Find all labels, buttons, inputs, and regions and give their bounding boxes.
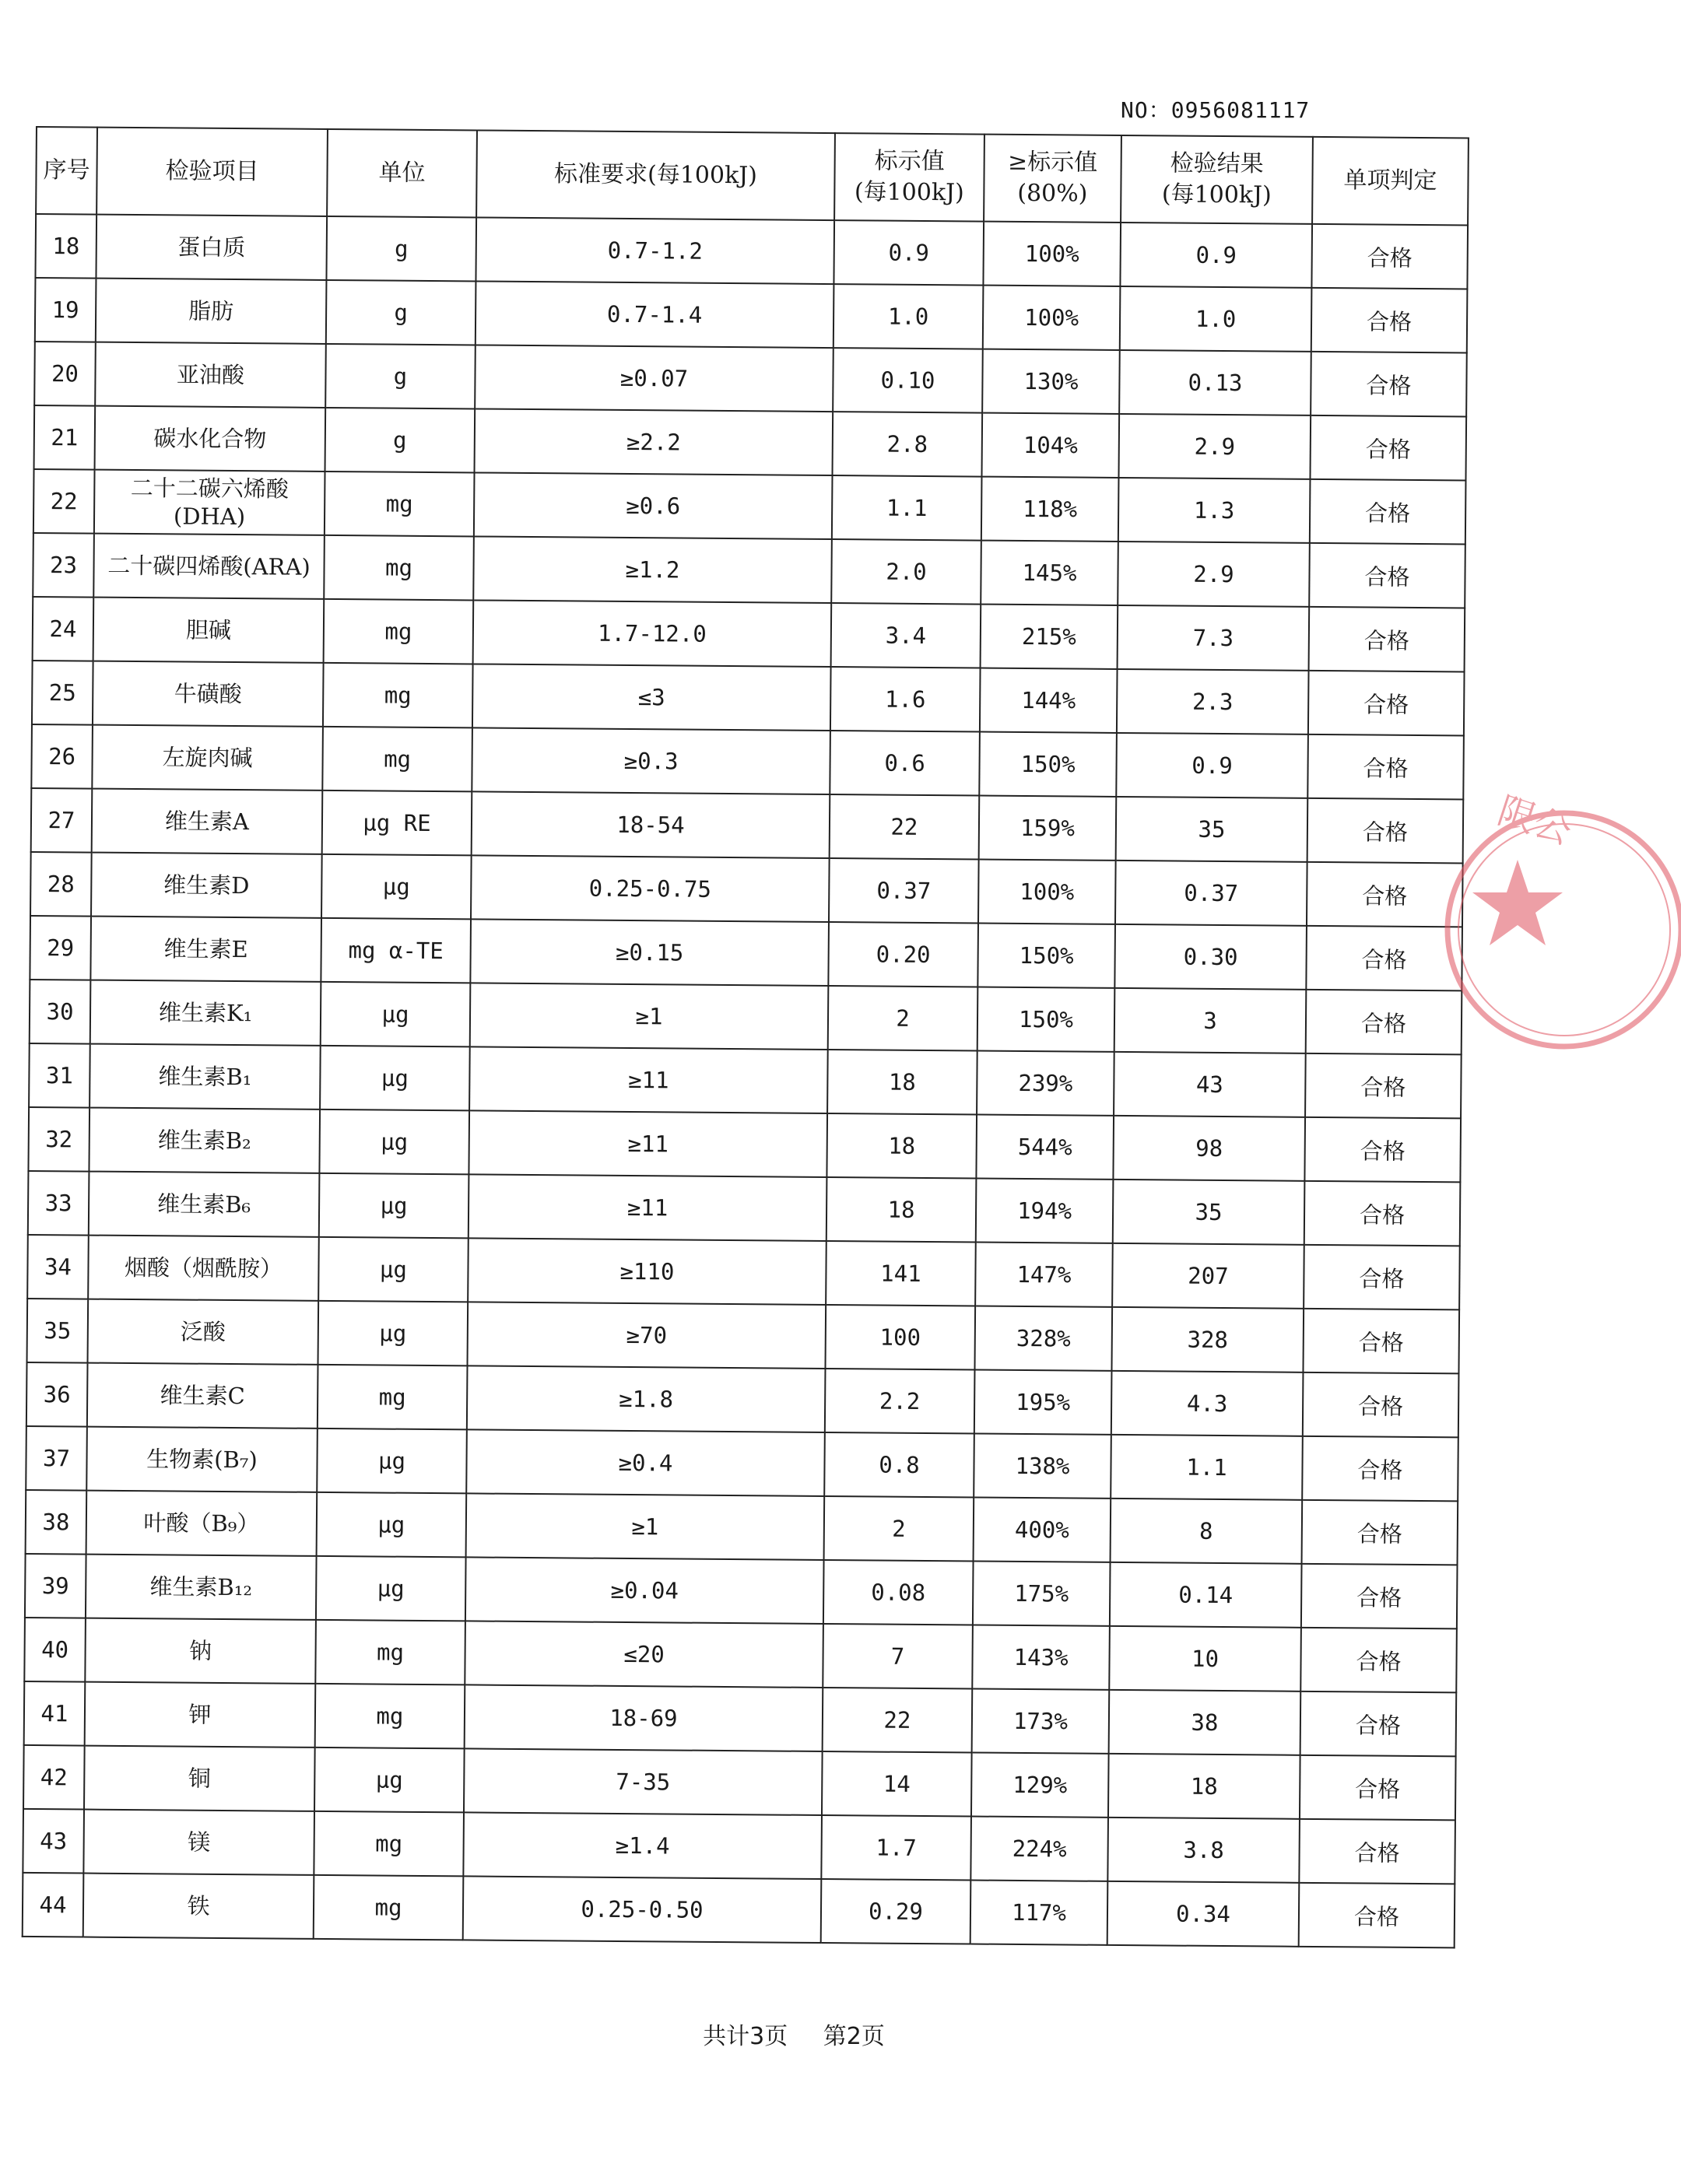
- inspection-results-table: [22, 126, 1469, 1948]
- cell-verdict: 合格: [1310, 415, 1466, 481]
- cell-unit: mg: [324, 599, 474, 664]
- cell-result: 0.34: [1107, 1881, 1300, 1947]
- cell-label-value: 22: [830, 794, 980, 860]
- cell-unit: mg α-TE: [321, 918, 471, 983]
- cell-standard: ≥11: [469, 1046, 828, 1113]
- cell-verdict: 合格: [1309, 543, 1465, 608]
- cell-unit: μg RE: [322, 791, 472, 856]
- cell-label-percent: 130%: [982, 349, 1120, 414]
- cell-standard: ≥0.3: [472, 727, 830, 794]
- cell-label-value: 18: [826, 1113, 977, 1179]
- cell-label-percent: 147%: [975, 1243, 1113, 1307]
- cell-result: 10: [1109, 1626, 1301, 1691]
- cell-verdict: 合格: [1304, 1181, 1461, 1246]
- table-row: [25, 1554, 1458, 1628]
- cell-result: 2.9: [1118, 414, 1311, 479]
- table-row: [23, 1809, 1455, 1884]
- cell-item: 钾: [85, 1682, 316, 1748]
- cell-standard: ≥11: [469, 1174, 827, 1241]
- cell-seq: 32: [28, 1107, 89, 1172]
- cell-unit: mg: [324, 535, 474, 601]
- cell-result: 328: [1111, 1307, 1304, 1372]
- cell-verdict: 合格: [1300, 1691, 1457, 1757]
- cell-seq: 21: [34, 405, 96, 470]
- cell-standard: ≥1: [466, 1493, 825, 1560]
- cell-standard: ≥1.2: [473, 536, 832, 603]
- cell-seq: 34: [27, 1235, 89, 1299]
- cell-verdict: 合格: [1309, 607, 1465, 672]
- cell-result: 0.14: [1110, 1562, 1302, 1628]
- cell-result: 2.9: [1118, 542, 1310, 607]
- table-row: [24, 1618, 1457, 1692]
- cell-result: 98: [1113, 1116, 1305, 1181]
- cell-verdict: 合格: [1304, 1245, 1460, 1310]
- cell-seq: 39: [25, 1554, 86, 1618]
- red-seal-stamp: [1432, 782, 1681, 1070]
- table-row: [35, 214, 1468, 289]
- cell-label-value: 2: [828, 986, 978, 1051]
- cell-result: 1.0: [1120, 286, 1312, 352]
- cell-standard: ≥1.8: [467, 1365, 826, 1432]
- cell-label-percent: 118%: [981, 477, 1119, 542]
- cell-item: 烟酸（烟酰胺）: [88, 1236, 319, 1301]
- cell-verdict: 合格: [1299, 1819, 1455, 1884]
- cell-item: 牛磺酸: [93, 661, 324, 727]
- cell-verdict: 合格: [1311, 352, 1467, 417]
- cell-seq: 42: [23, 1745, 85, 1810]
- cell-result: 35: [1116, 797, 1308, 862]
- cell-seq: 24: [33, 597, 94, 661]
- table-row: [30, 980, 1462, 1054]
- cell-result: 3.8: [1107, 1818, 1300, 1883]
- cell-verdict: 合格: [1299, 1883, 1455, 1948]
- cell-item: 生物素(B₇): [86, 1427, 318, 1492]
- cell-seq: 23: [33, 533, 94, 598]
- cell-verdict: 合格: [1301, 1564, 1458, 1629]
- cell-standard: ≥1: [470, 983, 829, 1050]
- cell-standard: 18-69: [465, 1684, 823, 1751]
- table-row: [28, 1107, 1461, 1182]
- cell-standard: ≥0.15: [470, 919, 829, 986]
- cell-standard: ≥70: [468, 1302, 826, 1369]
- cell-label-value: 2.0: [831, 539, 981, 605]
- cell-seq: 44: [23, 1873, 84, 1937]
- cell-item: 叶酸（B₉）: [86, 1491, 318, 1556]
- cell-label-value: 18: [826, 1177, 977, 1243]
- cell-verdict: 合格: [1303, 1372, 1459, 1438]
- cell-label-percent: 400%: [974, 1498, 1111, 1562]
- cell-unit: μg: [317, 1492, 467, 1558]
- cell-verdict: 合格: [1308, 671, 1465, 736]
- table-row: [26, 1362, 1459, 1437]
- cell-unit: g: [325, 344, 476, 409]
- cell-verdict: 合格: [1304, 1117, 1461, 1183]
- cell-item: 二十碳四烯酸(ARA): [93, 534, 325, 599]
- cell-label-value: 1.6: [830, 667, 981, 732]
- cell-label-value: 7: [823, 1624, 973, 1689]
- cell-label-percent: 129%: [971, 1753, 1109, 1818]
- table-row: [33, 597, 1465, 671]
- table-row: [23, 1873, 1455, 1947]
- cell-result: 207: [1112, 1243, 1304, 1309]
- cell-item: 左旋肉碱: [92, 725, 323, 791]
- cell-seq: 35: [27, 1299, 89, 1363]
- table-row: [24, 1681, 1457, 1756]
- header-unit: 单位: [327, 129, 477, 218]
- cell-label-percent: 117%: [970, 1881, 1108, 1945]
- cell-standard: ≥1.4: [463, 1812, 822, 1879]
- header-standard: 标准要求(每100kJ): [476, 130, 835, 220]
- cell-label-value: 0.8: [824, 1432, 974, 1498]
- cell-item: 铁: [83, 1874, 314, 1939]
- cell-standard: 0.7-1.2: [476, 217, 834, 284]
- cell-unit: g: [325, 408, 476, 473]
- cell-label-percent: 100%: [978, 860, 1116, 924]
- table-row: [31, 724, 1464, 799]
- cell-standard: ≥0.4: [466, 1429, 825, 1496]
- cell-label-value: 18: [827, 1050, 977, 1115]
- cell-seq: 40: [24, 1618, 86, 1682]
- cell-standard: 0.25-0.50: [463, 1876, 822, 1943]
- cell-result: 7.3: [1118, 605, 1310, 671]
- cell-standard: 18-54: [472, 791, 830, 858]
- cell-unit: mg: [315, 1620, 465, 1685]
- cell-verdict: 合格: [1305, 1053, 1462, 1119]
- cell-unit: μg: [314, 1748, 465, 1813]
- cell-result: 3: [1114, 988, 1307, 1053]
- cell-verdict: 合格: [1307, 734, 1464, 800]
- cell-label-value: 1.1: [832, 475, 982, 541]
- table-body: [23, 214, 1468, 1947]
- cell-seq: 28: [30, 852, 92, 917]
- cell-standard: 0.25-0.75: [471, 855, 830, 922]
- cell-verdict: 合格: [1302, 1500, 1458, 1565]
- header-verdict: 单项判定: [1312, 137, 1469, 226]
- cell-item: 维生素B₁: [89, 1044, 321, 1110]
- table-row: [33, 469, 1466, 544]
- cell-seq: 22: [33, 469, 95, 534]
- cell-item: 维生素A: [92, 789, 323, 854]
- header-seq: 序号: [36, 127, 97, 215]
- cell-label-percent: 194%: [976, 1179, 1114, 1243]
- cell-item: 铜: [84, 1746, 315, 1811]
- cell-label-percent: 100%: [983, 286, 1121, 350]
- cell-verdict: 合格: [1303, 1309, 1459, 1374]
- cell-unit: mg: [314, 1875, 464, 1940]
- cell-label-percent: 215%: [981, 605, 1118, 669]
- cell-item: 镁: [83, 1810, 314, 1875]
- cell-unit: μg: [321, 854, 472, 920]
- table-row: [23, 1745, 1456, 1820]
- cell-verdict: 合格: [1306, 926, 1462, 991]
- stamp-inner-ring: [1458, 824, 1670, 1036]
- table-row: [32, 661, 1465, 735]
- cell-result: 35: [1113, 1180, 1305, 1245]
- cell-seq: 41: [24, 1681, 86, 1746]
- cell-seq: 26: [31, 724, 93, 789]
- cell-seq: 20: [34, 342, 96, 406]
- cell-verdict: 合格: [1302, 1436, 1458, 1502]
- cell-unit: mg: [322, 727, 472, 792]
- cell-item: 维生素K₁: [90, 980, 321, 1046]
- cell-label-percent: 150%: [977, 924, 1115, 988]
- cell-item: 维生素B₂: [89, 1108, 320, 1173]
- table-row: [30, 916, 1462, 990]
- cell-label-value: 0.08: [823, 1560, 974, 1625]
- cell-label-value: 14: [822, 1751, 972, 1817]
- cell-seq: 27: [31, 788, 93, 853]
- stamp-star-icon: [1472, 860, 1563, 945]
- table-row: [27, 1299, 1460, 1373]
- cell-seq: 38: [26, 1490, 87, 1555]
- cell-result: 8: [1111, 1499, 1303, 1564]
- cell-label-value: 2.8: [833, 412, 983, 477]
- cell-result: 43: [1114, 1052, 1306, 1117]
- header-label-value: 标示值 (每100kJ): [834, 133, 984, 222]
- cell-unit: mg: [323, 663, 473, 728]
- cell-item: 碳水化合物: [95, 406, 326, 472]
- cell-unit: μg: [318, 1237, 469, 1302]
- cell-seq: 29: [30, 916, 91, 980]
- cell-unit: μg: [319, 1110, 469, 1175]
- cell-unit: g: [326, 280, 476, 345]
- cell-label-percent: 104%: [981, 413, 1119, 478]
- cell-result: 1.3: [1118, 478, 1311, 543]
- cell-item: 胆碱: [93, 598, 325, 663]
- cell-unit: μg: [319, 1173, 469, 1239]
- cell-label-percent: 150%: [977, 987, 1115, 1052]
- cell-result: 18: [1108, 1754, 1300, 1819]
- cell-standard: 0.7-1.4: [476, 281, 834, 348]
- cell-seq: 18: [35, 214, 97, 279]
- cell-label-percent: 173%: [972, 1689, 1110, 1754]
- cell-item: 维生素B₆: [89, 1172, 320, 1237]
- cell-label-value: 0.29: [821, 1879, 971, 1944]
- cell-label-percent: 159%: [979, 796, 1117, 861]
- current-page: 第2页: [823, 2023, 885, 2050]
- cell-standard: ≤3: [472, 664, 831, 731]
- table-row: [34, 342, 1467, 416]
- cell-result: 2.3: [1117, 669, 1309, 734]
- cell-verdict: 合格: [1300, 1628, 1457, 1693]
- cell-standard: 7-35: [464, 1748, 823, 1815]
- cell-verdict: 合格: [1307, 862, 1463, 927]
- cell-result: 0.37: [1115, 861, 1307, 926]
- cell-unit: μg: [317, 1429, 467, 1494]
- cell-label-value: 0.6: [830, 731, 980, 796]
- cell-label-value: 141: [826, 1241, 976, 1306]
- cell-seq: 37: [26, 1426, 87, 1491]
- table-row: [29, 1043, 1462, 1118]
- cell-unit: μg: [320, 1046, 470, 1111]
- cell-standard: ≥0.04: [465, 1557, 824, 1624]
- cell-label-value: 1.7: [821, 1815, 971, 1881]
- cell-item: 钠: [85, 1618, 316, 1684]
- cell-label-percent: 143%: [972, 1625, 1110, 1690]
- header-result: 检验结果 (每100kJ): [1121, 135, 1313, 224]
- cell-label-value: 100: [825, 1305, 975, 1370]
- cell-seq: 19: [35, 278, 97, 342]
- cell-seq: 31: [29, 1043, 90, 1108]
- cell-item: 亚油酸: [95, 342, 326, 408]
- cell-seq: 33: [28, 1171, 89, 1236]
- cell-seq: 36: [26, 1362, 88, 1427]
- cell-unit: mg: [318, 1365, 468, 1430]
- cell-label-percent: 138%: [974, 1434, 1111, 1499]
- table-row: [26, 1426, 1458, 1501]
- table-row: [31, 788, 1464, 863]
- cell-label-value: 1.0: [833, 284, 984, 349]
- cell-label-percent: 100%: [983, 222, 1121, 286]
- header-item: 检验项目: [97, 128, 328, 216]
- cell-standard: ≥11: [469, 1110, 827, 1177]
- cell-item: 泛酸: [88, 1299, 319, 1365]
- cell-unit: mg: [314, 1811, 464, 1877]
- table-row: [28, 1171, 1461, 1246]
- cell-result: 38: [1109, 1690, 1301, 1755]
- cell-label-value: 3.4: [831, 603, 981, 668]
- cell-seq: 30: [30, 980, 91, 1044]
- table-row: [30, 852, 1463, 927]
- table-row: [33, 533, 1465, 608]
- cell-verdict: 合格: [1306, 990, 1462, 1055]
- cell-standard: ≥2.2: [475, 408, 833, 475]
- table-row: [34, 405, 1467, 480]
- cell-seq: 43: [23, 1809, 84, 1874]
- cell-label-percent: 239%: [977, 1051, 1114, 1116]
- cell-unit: g: [326, 216, 476, 282]
- cell-result: 0.9: [1116, 733, 1308, 798]
- cell-result: 0.9: [1120, 223, 1312, 288]
- cell-verdict: 合格: [1300, 1755, 1456, 1821]
- cell-unit: μg: [321, 982, 471, 1047]
- cell-result: 0.30: [1114, 924, 1307, 990]
- cell-result: 0.13: [1119, 350, 1311, 415]
- cell-verdict: 合格: [1311, 288, 1468, 353]
- cell-item: 二十二碳六烯酸 (DHA): [94, 470, 325, 535]
- cell-unit: mg: [315, 1684, 465, 1749]
- table-row: [27, 1235, 1460, 1309]
- cell-label-percent: 175%: [973, 1562, 1111, 1626]
- cell-label-value: 0.37: [829, 858, 979, 924]
- cell-standard: ≤20: [465, 1621, 823, 1688]
- stamp-text: 限公: [1492, 788, 1577, 854]
- cell-result: 4.3: [1111, 1371, 1304, 1436]
- page-footer: [0, 2017, 1588, 2051]
- cell-item: 脂肪: [96, 279, 327, 344]
- cell-label-percent: 144%: [980, 668, 1118, 733]
- cell-standard: ≥110: [468, 1238, 826, 1305]
- cell-verdict: 合格: [1307, 798, 1464, 864]
- cell-label-value: 2.2: [825, 1369, 975, 1434]
- cell-label-percent: 224%: [970, 1817, 1108, 1881]
- cell-result: 1.1: [1111, 1435, 1303, 1500]
- document-number: NO：0956081117: [1121, 97, 1311, 123]
- cell-label-percent: 145%: [981, 541, 1118, 605]
- cell-unit: μg: [318, 1301, 469, 1366]
- cell-label-percent: 150%: [979, 732, 1117, 797]
- cell-label-percent: 328%: [974, 1306, 1112, 1371]
- cell-item: 维生素D: [91, 853, 322, 918]
- cell-label-value: 0.20: [828, 922, 978, 987]
- cell-label-value: 0.9: [833, 220, 984, 286]
- cell-item: 蛋白质: [96, 215, 327, 280]
- cell-label-value: 22: [823, 1688, 973, 1753]
- table-header-row: [36, 127, 1469, 225]
- cell-item: 维生素E: [90, 917, 321, 982]
- cell-label-percent: 544%: [976, 1115, 1114, 1180]
- cell-standard: ≥0.6: [474, 472, 833, 539]
- cell-label-value: 0.10: [833, 348, 983, 413]
- inspection-table-wrapper: [22, 126, 1468, 1948]
- table-row: [35, 278, 1468, 352]
- header-label-percent: ≥标示值 (80%): [984, 135, 1121, 223]
- cell-label-value: 2: [824, 1496, 974, 1562]
- total-pages: 共计3页: [703, 2023, 788, 2050]
- table-row: [26, 1490, 1458, 1565]
- cell-verdict: 合格: [1311, 224, 1468, 289]
- cell-standard: ≥0.07: [475, 345, 833, 412]
- cell-seq: 25: [32, 661, 93, 725]
- cell-item: 维生素B₁₂: [86, 1555, 317, 1620]
- cell-unit: mg: [325, 472, 475, 537]
- cell-item: 维生素C: [87, 1363, 318, 1429]
- cell-label-percent: 195%: [974, 1370, 1112, 1435]
- cell-standard: 1.7-12.0: [473, 600, 832, 667]
- cell-unit: μg: [316, 1556, 466, 1621]
- cell-verdict: 合格: [1310, 479, 1466, 545]
